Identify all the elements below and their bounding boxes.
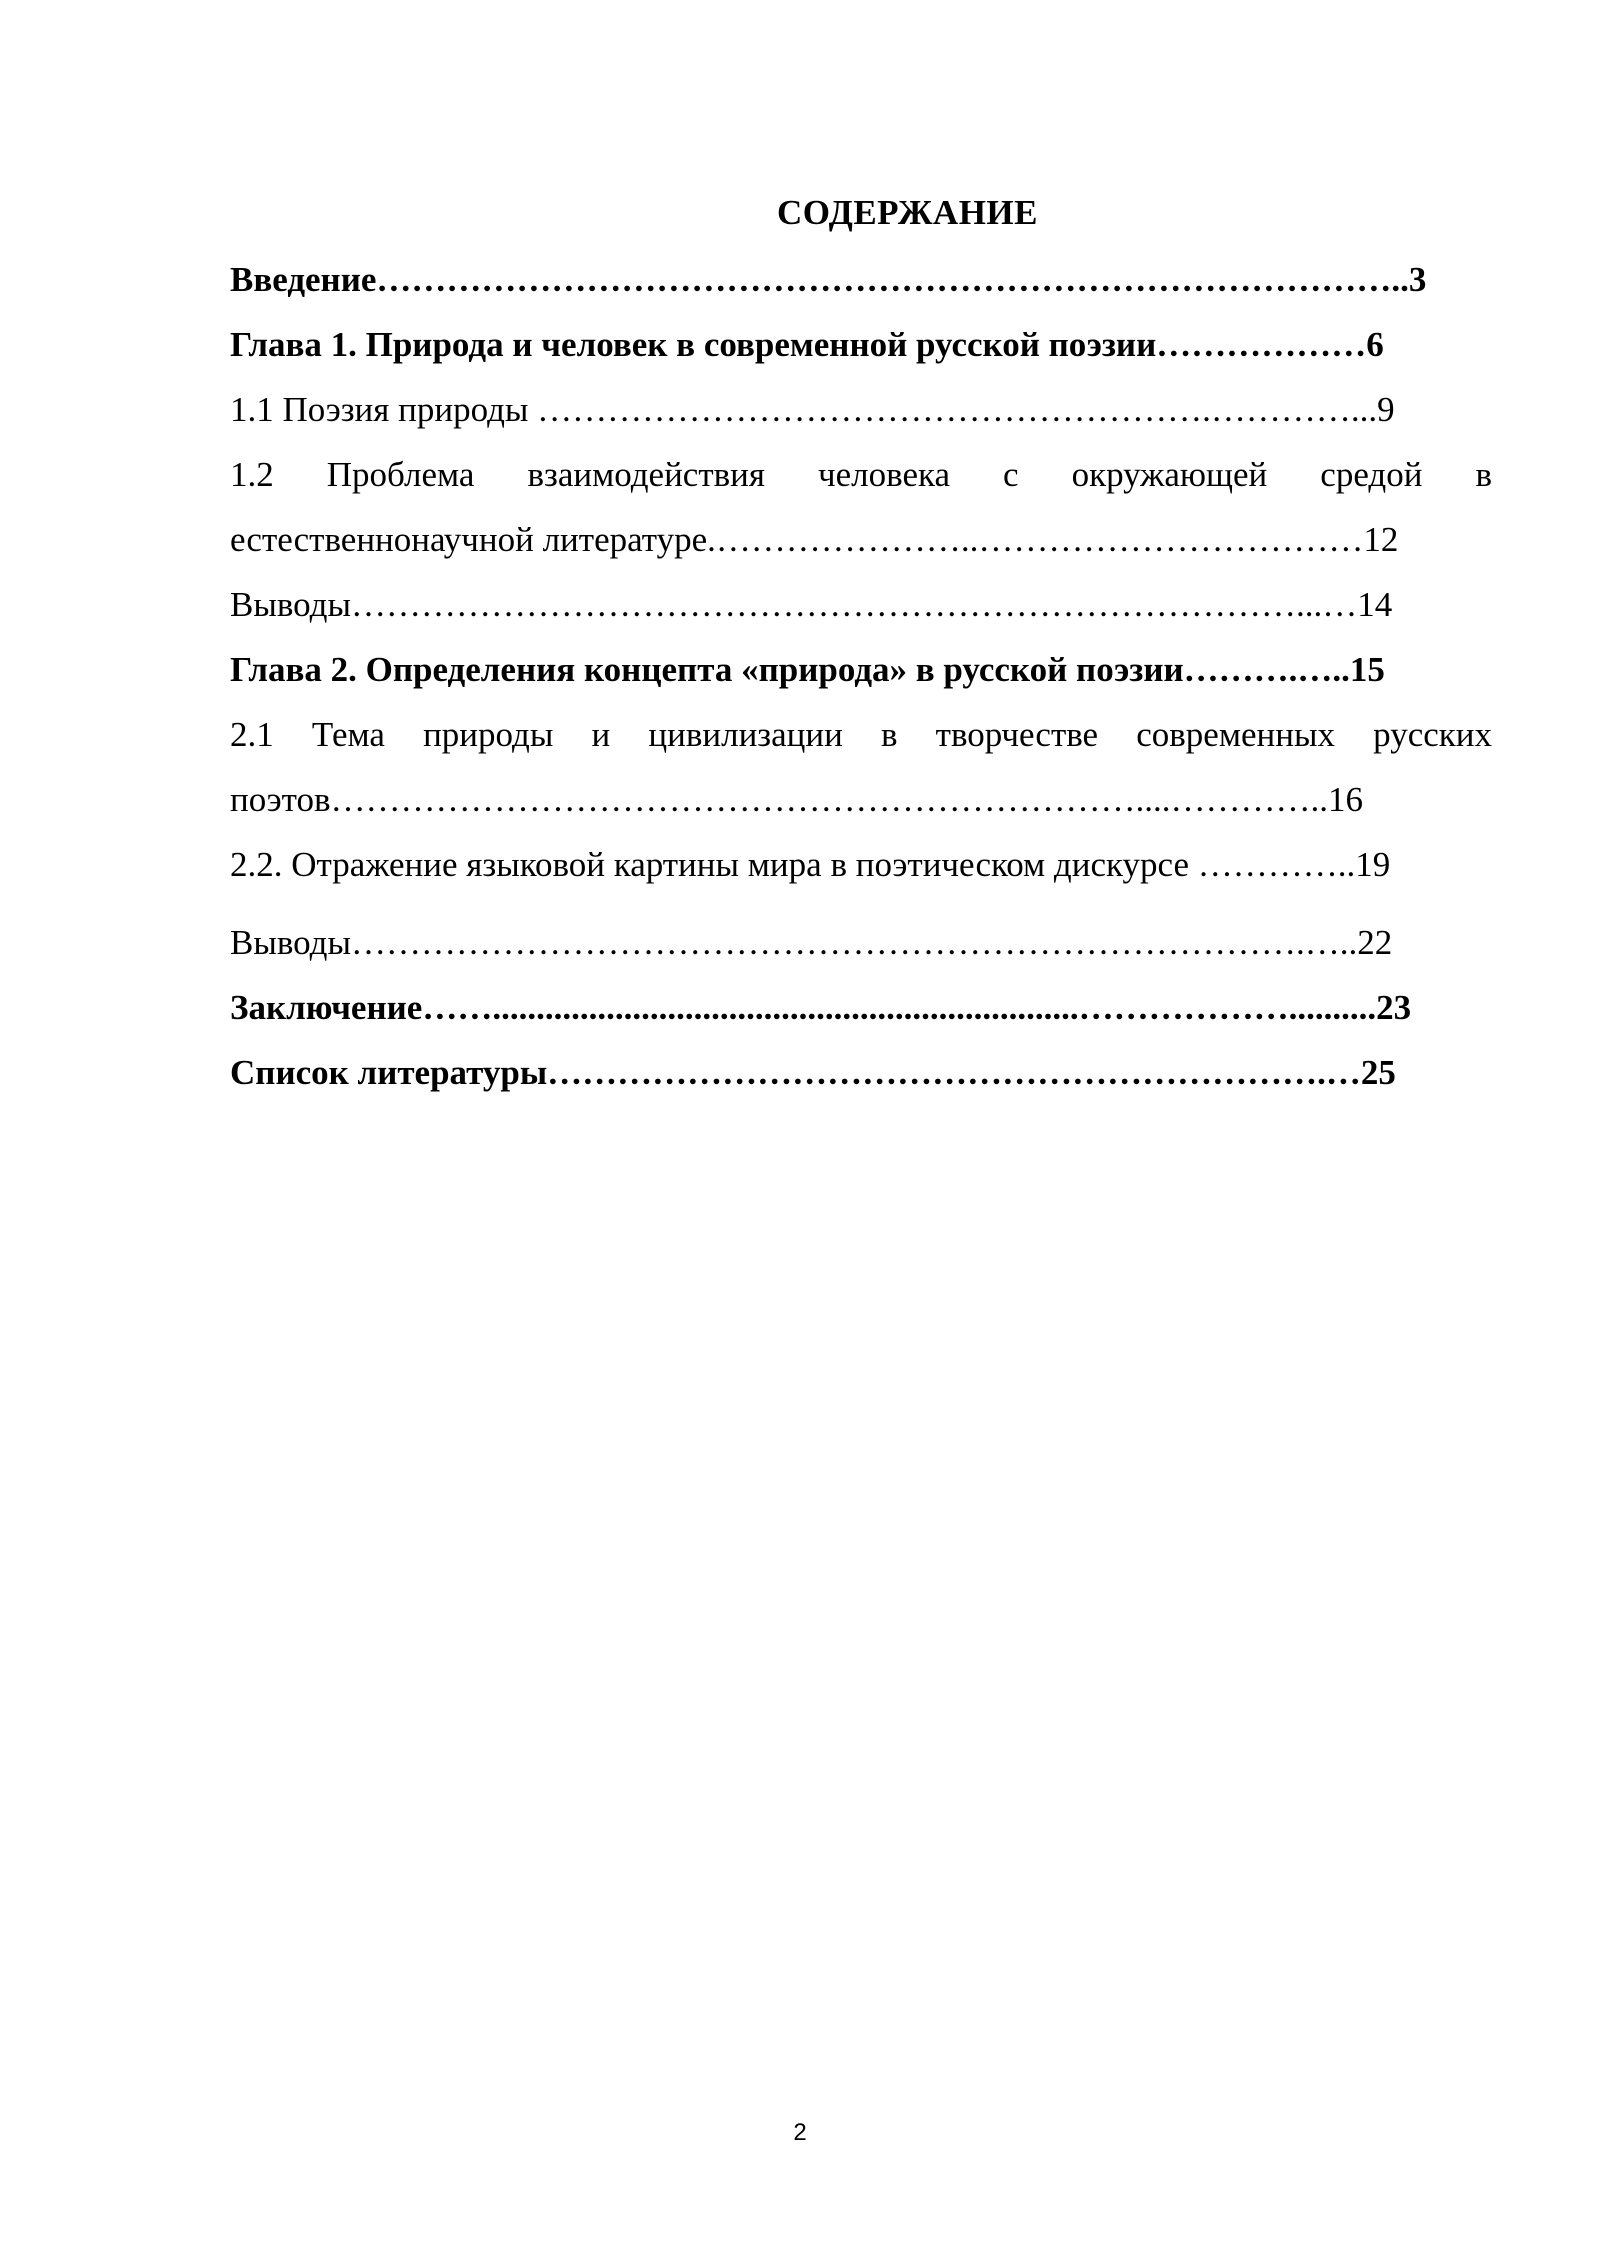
toc-entry-section-1-2: 1.2 Проблема взаимодействия человека с окружающей средой в xyxy=(230,455,1492,494)
toc-entry-conclusions-2: Выводы……………………………………………………………………….…..22 xyxy=(230,923,1393,962)
toc-entry-section-2-1: 2.1 Тема природы и цивилизации в творчестве современных русских xyxy=(230,715,1492,754)
toc-entry-section-1-1: 1.1 Поэзия природы ………………………………………………….…………...9 xyxy=(230,390,1395,429)
toc-entry-section-2-2: 2.2. Отражение языковой картины мира в поэтическом дискурсе …………..19 xyxy=(230,845,1391,884)
page-number: 2 xyxy=(793,2119,807,2146)
toc-title: СОДЕРЖАНИЕ xyxy=(776,193,1038,232)
toc-entry-conclusions-1: Выводы………………………………………………………………………...…14 xyxy=(230,585,1393,624)
toc-entry-introduction: Введение……………………………………………………………………………..3 xyxy=(230,260,1427,299)
toc-entry-section-1-2-continued: естественнонаучной литературе.…………………..……………………………12 xyxy=(230,520,1399,559)
toc-entry-bibliography: Список литературы………………………………………………………….…25 xyxy=(230,1053,1396,1092)
toc-entry-chapter-2: Глава 2. Определения концепта «природа» в русской поэзии……….…..15 xyxy=(230,650,1385,689)
toc-entry-section-2-1-continued: поэтов……………………………………………………………....…………..16 xyxy=(230,780,1364,819)
toc-entry-chapter-1: Глава 1. Природа и человек в современной русской поэзии………………6 xyxy=(230,325,1384,364)
toc-entry-conclusion: Заключение……...................................................................………………..........23 xyxy=(230,988,1412,1027)
